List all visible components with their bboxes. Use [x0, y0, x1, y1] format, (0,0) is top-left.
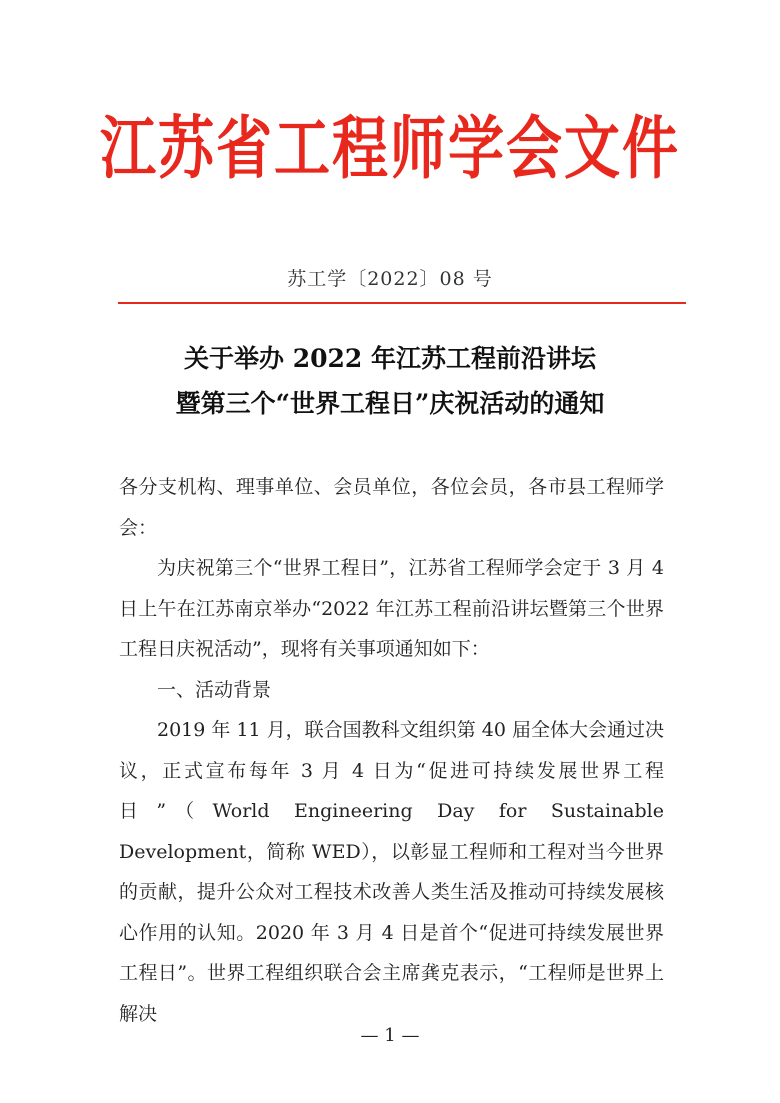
notice-title [0, 336, 780, 426]
document-number: 苏工学〔2022〕08 号 [287, 268, 493, 290]
notice-title-line-1: 关于举办 2022 年江苏工程前沿讲坛 [184, 344, 596, 373]
org-document-header: 江苏省工程师学会文件 [100, 108, 680, 190]
header-divider [118, 302, 686, 304]
section-heading: 一、活动背景 [157, 678, 272, 701]
page-number: — 1 — [360, 1025, 420, 1046]
notice-title-line-2: 暨第三个“世界工程日”庆祝活动的通知 [175, 389, 605, 418]
salutation: 各分支机构、理事单位、会员单位，各位会员，各市县工程师学会： [119, 476, 664, 539]
notice-body [119, 467, 664, 1034]
body-paragraph: 为庆祝第三个“世界工程日”，江苏省工程师学会定于 3 月 4 日上午在江苏南京举办“2022 年江苏工程前沿讲坛暨第三个世界工程日庆祝活动”，现将有关事项通知如下： [119, 557, 664, 660]
body-paragraph: 2019 年 11 月，联合国教科文组织第 40 届全体大会通过决议，正式宣布每年 3 月 4 日为“促进可持续发展世界工程日”（World Engineering Day for Sustainable Development，简称 WED），以彰显工程师和工程对当今世界的贡献，提升公众对工程技术改善人类生活及推动可持续发展核心作用的认知。2020 年 3 月 4 日是首个“促进可持续发展世界工程日”。世界工程组织联合会主席龚克表示，“工程师是世界上解决 [119, 719, 664, 1025]
